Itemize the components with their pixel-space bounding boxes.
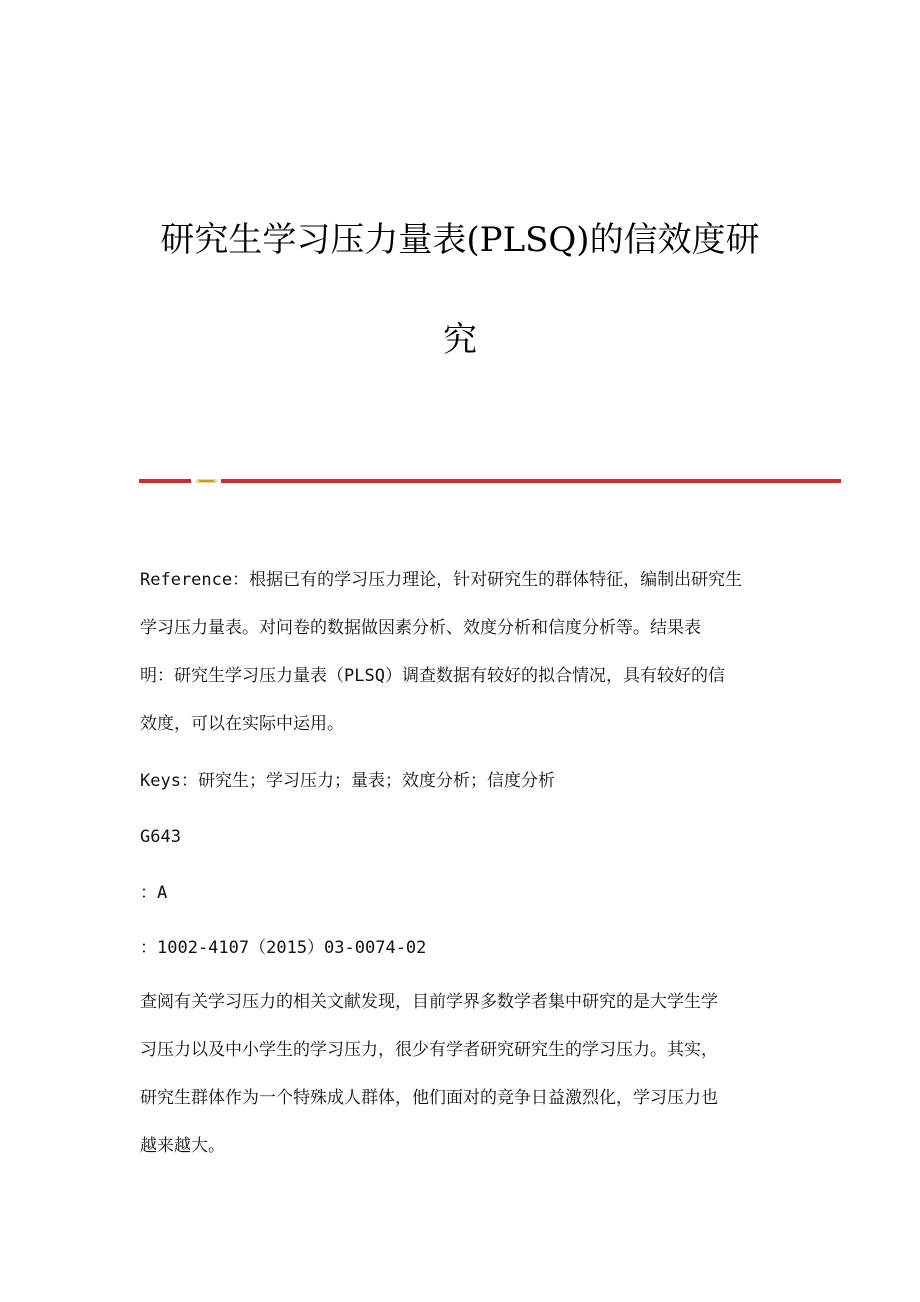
body-paragraph <box>140 978 790 1170</box>
divider-bar-right <box>221 479 841 483</box>
page-title-line-2: 究 <box>443 320 477 360</box>
classification-text: G643 <box>140 827 181 847</box>
page-title-line-1: 研究生学习压力量表(PLSQ)的信效度研 <box>160 220 760 260</box>
abstract-line: 学习压力量表。对问卷的数据做因素分析、效度分析和信度分析等。结果表 <box>140 618 701 638</box>
body-line: 越来越大。 <box>140 1136 225 1156</box>
abstract-paragraph <box>140 556 790 748</box>
article-id-text: ：1002-4107（2015）03-0074-02 <box>140 938 427 958</box>
abstract-line: 明：研究生学习压力量表（PLSQ）调查数据有较好的拟合情况，具有较好的信 <box>140 666 725 686</box>
document-code <box>140 869 790 917</box>
divider-bar-left <box>139 479 191 483</box>
title-divider <box>139 477 841 483</box>
document-code-text: ：A <box>140 883 168 903</box>
article-id <box>140 924 790 972</box>
body-line: 习压力以及中小学生的学习压力，很少有学者研究研究生的学习压力。其实， <box>140 1040 718 1060</box>
abstract-line: Reference：根据已有的学习压力理论，针对研究生的群体特征，编制出研究生 <box>140 570 743 590</box>
keywords-text: Keys：研究生；学习压力；量表；效度分析；信度分析 <box>140 771 555 791</box>
abstract-line: 效度，可以在实际中运用。 <box>140 714 344 734</box>
body-line: 查阅有关学习压力的相关文献发现，目前学界多数学者集中研究的是大学生学 <box>140 992 718 1012</box>
body-line: 研究生群体作为一个特殊成人群体，他们面对的竞争日益激烈化，学习压力也 <box>140 1088 718 1108</box>
classification-number <box>140 813 790 861</box>
keywords <box>140 757 790 805</box>
divider-ornament-icon <box>196 478 217 484</box>
